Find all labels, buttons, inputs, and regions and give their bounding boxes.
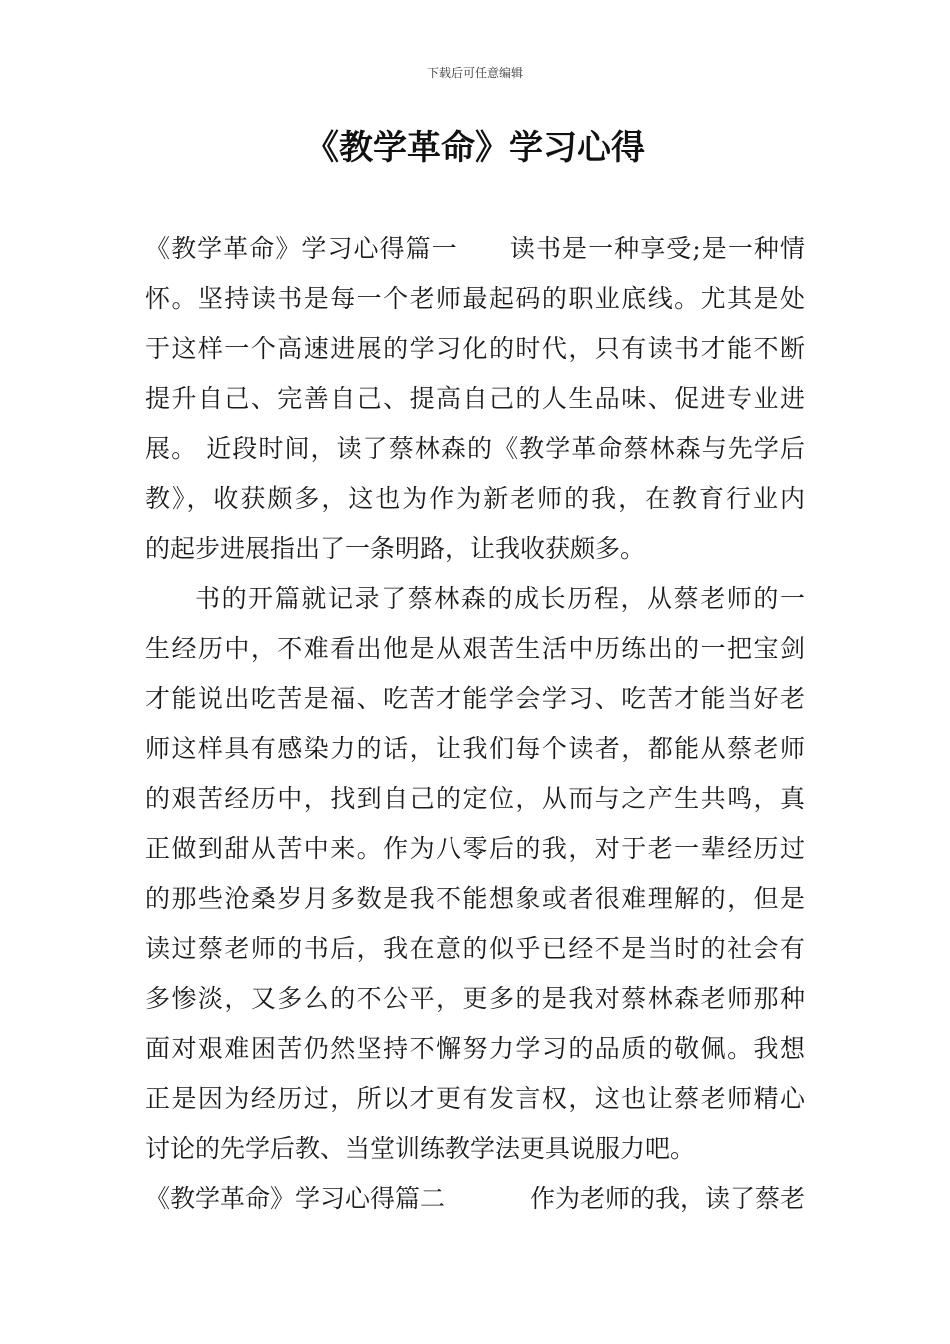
text-line: 生经历中，不难看出他是从艰苦生活中历练出的一把宝剑 xyxy=(145,634,805,663)
text-line: 《教学革命》学习心得篇一 读书是一种享受;是一种情 xyxy=(145,234,805,263)
text-line: 的起步进展指出了一条明路，让我收获颇多。 xyxy=(145,534,646,563)
text-line: 读过蔡老师的书后，我在意的似乎已经不是当时的社会有 xyxy=(145,934,805,963)
header-note: 下载后可任意编辑 xyxy=(426,66,523,80)
section-heading-part-two: 《教学革命》学习心得篇二 xyxy=(145,1184,446,1213)
text-line xyxy=(145,1174,805,1224)
text-line: 于这样一个高速进展的学习化的时代，只有读书才能不断 xyxy=(145,334,805,363)
text-line: 讨论的先学后教、当堂训练教学法更具说服力吧。 xyxy=(145,1134,696,1163)
text-line: 展。 近段时间，读了蔡林森的《教学革命蔡林森与先学后 xyxy=(145,434,805,463)
text-line: 的艰苦经历中，找到自己的定位，从而与之产生共鸣，真 xyxy=(145,784,805,813)
text-line: 怀。坚持读书是每一个老师最起码的职业底线。尤其是处 xyxy=(145,284,805,313)
text-line: 师这样具有感染力的话，让我们每个读者，都能从蔡老师 xyxy=(145,734,805,763)
text-line: 正做到甜从苦中来。作为八零后的我，对于老一辈经历过 xyxy=(145,834,805,863)
text-line: 正是因为经历过，所以才更有发言权，这也让蔡老师精心 xyxy=(145,1084,805,1113)
text-line: 提升自己、完善自己、提高自己的人生品味、促进专业进 xyxy=(145,384,805,413)
text-line: 多惨淡，又多么的不公平，更多的是我对蔡林森老师那种 xyxy=(145,984,805,1013)
text-line: 书的开篇就记录了蔡林森的成长历程，从蔡老师的一 xyxy=(195,584,805,613)
text-line: 教》，收获颇多，这也为作为新老师的我，在教育行业内 xyxy=(145,484,805,513)
text-line: 才能说出吃苦是福、吃苦才能学会学习、吃苦才能当好老 xyxy=(145,684,805,713)
text-line: 面对艰难困苦仍然坚持不懈努力学习的品质的敬佩。我想 xyxy=(145,1034,805,1063)
text-line-continuation: 作为老师的我，读了蔡老 xyxy=(529,1184,805,1213)
text-line: 的那些沧桑岁月多数是我不能想象或者很难理解的，但是 xyxy=(145,884,805,913)
document-title: 《教学革命》学习心得 xyxy=(305,128,645,168)
